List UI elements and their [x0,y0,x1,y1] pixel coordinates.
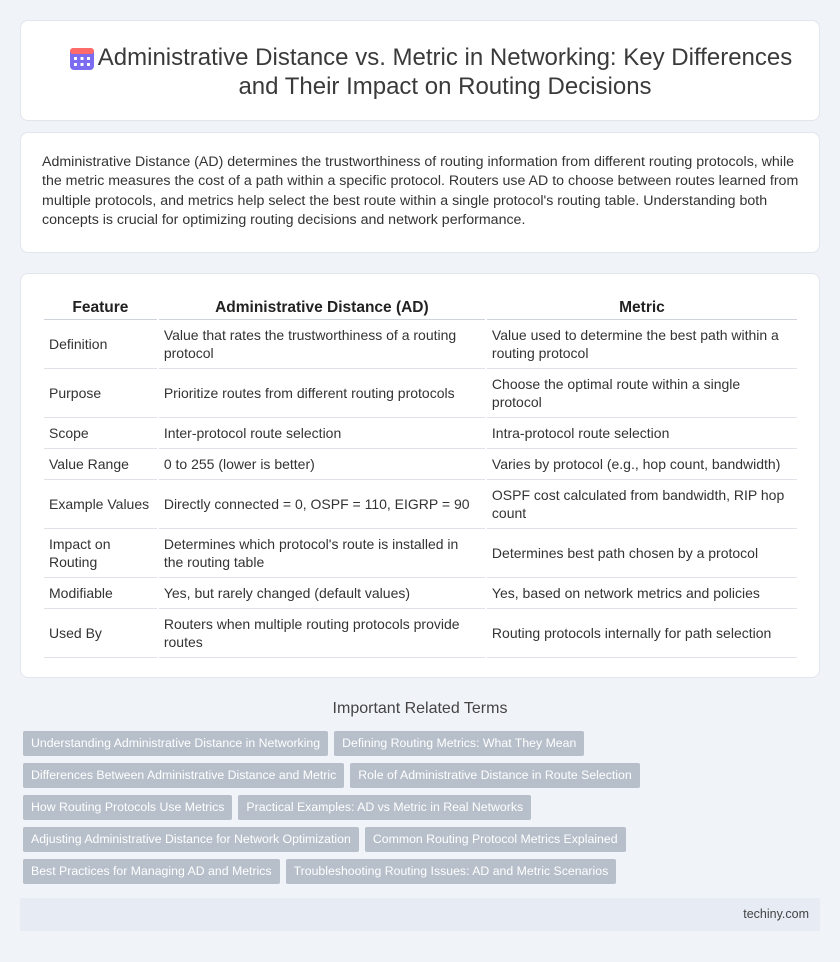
table-row [44,609,797,658]
intro-paragraph: Administrative Distance (AD) determines the trustworthiness of routing information from different routing protocols, while the metric measures the cost of a path within a specific protocol. Routers use AD to choose between routes learned from multiple protocols, and metrics help select the best route within a single protocol's routing table. Understanding both concepts is crucial for optimizing routing decisions and network performance. [42,154,799,229]
related-term-tag[interactable]: Defining Routing Metrics: What They Mean [334,731,584,756]
table-cell: Directly connected = 0, OSPF = 110, EIGRP = 90 [159,480,485,529]
tag-row [23,763,803,795]
header-card [20,20,820,121]
table-cell: OSPF cost calculated from bandwidth, RIP hop count [487,480,797,529]
table-row [44,369,797,418]
table-row [44,529,797,578]
table-cell: Modifiable [44,578,157,609]
related-term-tag[interactable]: Role of Administrative Distance in Route Selection [350,763,639,788]
table-cell: Used By [44,609,157,658]
header-feature: Feature [44,296,157,320]
related-term-tag[interactable]: Common Routing Protocol Metrics Explained [365,827,626,852]
table-cell: 0 to 255 (lower is better) [159,449,485,480]
related-term-tag[interactable]: Troubleshooting Routing Issues: AD and Metric Scenarios [286,859,617,884]
tag-row [23,827,803,859]
table-row [44,480,797,529]
table-cell: Routers when multiple routing protocols provide routes [159,609,485,658]
table-cell: Value used to determine the best path within a routing protocol [487,320,797,369]
related-term-tag[interactable]: Practical Examples: AD vs Metric in Real Networks [238,795,531,820]
related-term-tag[interactable]: How Routing Protocols Use Metrics [23,795,232,820]
tag-row [23,731,803,763]
comparison-table [42,296,799,658]
page-title: Administrative Distance vs. Metric in Networking: Key Differences and Their Impact on Routing Decisions [97,44,793,100]
related-term-tag[interactable]: Understanding Administrative Distance in Networking [23,731,328,756]
related-terms-list [23,731,803,891]
table-cell: Choose the optimal route within a single protocol [487,369,797,418]
table-cell: Impact on Routing [44,529,157,578]
related-terms-heading: Important Related Terms [332,700,508,717]
table-cell: Inter-protocol route selection [159,418,485,449]
header-metric: Metric [487,296,797,320]
table-row [44,578,797,609]
table-cell: Example Values [44,480,157,529]
table-cell: Value that rates the trustworthiness of a routing protocol [159,320,485,369]
related-term-tag[interactable]: Adjusting Administrative Distance for Network Optimization [23,827,359,852]
table-cell: Yes, based on network metrics and policies [487,578,797,609]
table-row [44,449,797,480]
table-cell: Purpose [44,369,157,418]
tag-row [23,859,803,891]
table-cell: Determines best path chosen by a protocol [487,529,797,578]
tag-row [23,795,803,827]
footer-site-link[interactable]: techiny.com [743,907,809,921]
related-term-tag[interactable]: Differences Between Administrative Distance and Metric [23,763,344,788]
footer [20,898,820,931]
table-cell: Intra-protocol route selection [487,418,797,449]
table-cell: Routing protocols internally for path selection [487,609,797,658]
intro-card [20,132,820,253]
table-header-row [44,296,797,320]
table-row [44,418,797,449]
header-administrative-distance: Administrative Distance (AD) [159,296,485,320]
comparison-table-card [20,273,820,678]
table-cell: Scope [44,418,157,449]
table-cell: Definition [44,320,157,369]
table-cell: Varies by protocol (e.g., hop count, bandwidth) [487,449,797,480]
table-row [44,320,797,369]
table-cell: Determines which protocol's route is installed in the routing table [159,529,485,578]
related-term-tag[interactable]: Best Practices for Managing AD and Metrics [23,859,280,884]
table-cell: Value Range [44,449,157,480]
table-cell: Yes, but rarely changed (default values) [159,578,485,609]
table-cell: Prioritize routes from different routing protocols [159,369,485,418]
